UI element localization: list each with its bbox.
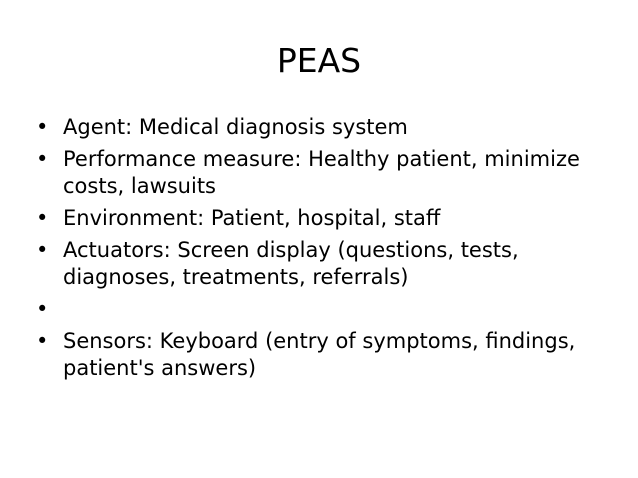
bullet-item-actuators (36, 237, 606, 291)
bullet-icon: • (36, 206, 49, 230)
bullet-text: Sensors: Keyboard (entry of symptoms, findings, patient's answers) (63, 329, 576, 380)
bullet-text: Actuators: Screen display (questions, tests, diagnoses, treatments, referrals) (63, 238, 519, 289)
bullet-item-empty (36, 296, 606, 323)
bullet-text: Agent: Medical diagnosis system (63, 115, 408, 139)
bullet-list (36, 114, 606, 387)
bullet-item-environment (36, 205, 606, 232)
bullet-item-performance-measure (36, 146, 606, 200)
bullet-item-agent (36, 114, 606, 141)
bullet-item-sensors (36, 328, 606, 382)
bullet-icon: • (36, 329, 49, 353)
bullet-text: Environment: Patient, hospital, staff (63, 206, 441, 230)
bullet-icon: • (36, 238, 49, 262)
bullet-icon: • (36, 115, 49, 139)
slide-title: PEAS (276, 41, 362, 80)
bullet-icon: • (36, 147, 49, 171)
bullet-icon: • (36, 297, 49, 321)
bullet-text: Performance measure: Healthy patient, minimize costs, lawsuits (63, 147, 580, 198)
